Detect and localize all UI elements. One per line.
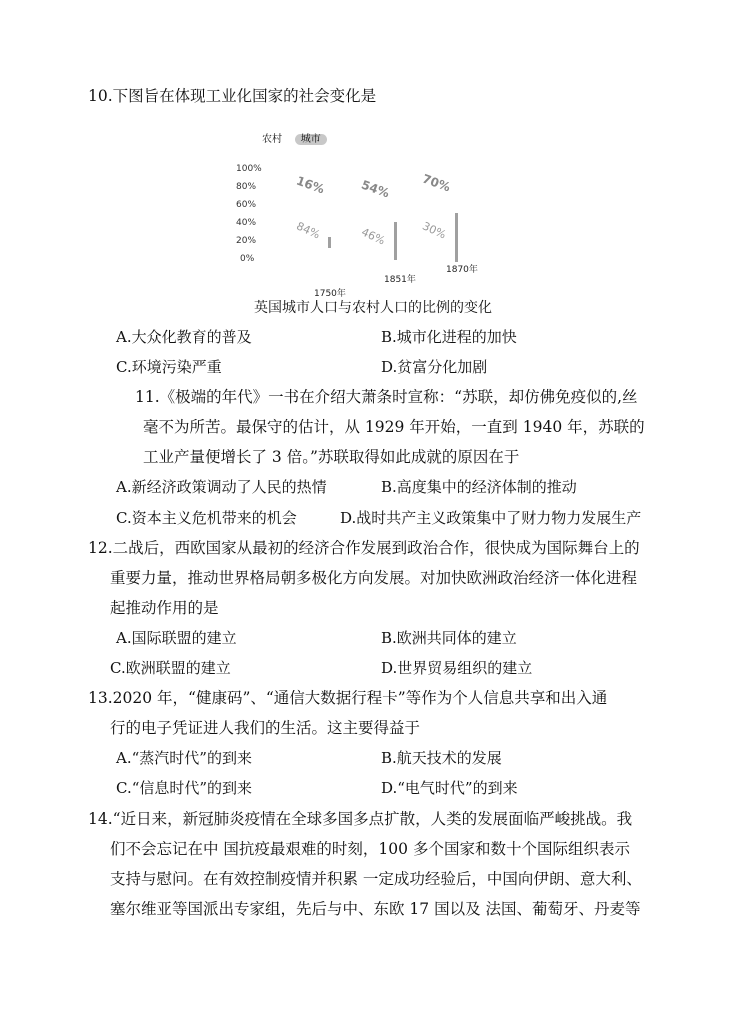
- question-10-stem: 10.下图旨在体现工业化国家的社会变化是: [88, 87, 377, 105]
- q10-option-d: D.贫富分化加剧: [381, 358, 488, 376]
- q12-option-c: C.欧洲联盟的建立: [110, 659, 231, 677]
- q11-option-c: C.资本主义危机带来的机会: [116, 509, 297, 527]
- q10-option-a: A.大众化教育的普及: [116, 328, 252, 346]
- question-14-line-3: 支持与慰问。在有效控制疫情并积累 一定成功经验后，中国向伊朗、意大利、: [110, 870, 642, 888]
- rural-1750-label: 84%: [294, 219, 323, 242]
- y-tick-0: 0%: [240, 254, 255, 264]
- q10-option-c: C.环境污染严重: [116, 358, 222, 376]
- y-tick-60: 60%: [236, 200, 257, 210]
- y-tick-20: 20%: [236, 236, 257, 246]
- urban-1851-bar: [394, 222, 397, 260]
- question-12-line-1: 12.二战后，西欧国家从最初的经济合作发展到政治合作，很快成为国际舞台上的: [88, 539, 640, 557]
- legend-rural: 农村: [262, 134, 282, 145]
- question-14-line-4: 塞尔维亚等国派出专家组，先后与中、东欧 17 国以及 法国、葡萄牙、丹麦等: [110, 900, 641, 918]
- y-tick-100: 100%: [236, 164, 262, 174]
- rural-1870-label: 30%: [420, 219, 449, 242]
- question-13-line-1: 13.2020 年，“健康码”、“通信大数据行程卡”等作为个人信息共享和出入通: [88, 689, 608, 707]
- question-11-line-3: 工业产量便增长了 3 倍。”苏联取得如此成就的原因在于: [143, 448, 520, 466]
- x-label-1750: 1750年: [314, 289, 346, 299]
- y-tick-40: 40%: [236, 218, 257, 228]
- q12-option-a: A.国际联盟的建立: [116, 629, 237, 647]
- y-tick-80: 80%: [236, 182, 257, 192]
- q11-option-a: A.新经济政策调动了人民的热情: [116, 478, 327, 496]
- x-label-1851: 1851年: [384, 275, 416, 285]
- urban-1750-label: 16%: [294, 173, 327, 197]
- question-13-line-2: 行的电子凭证进人我们的生活。这主要得益于: [110, 719, 421, 737]
- question-12-line-2: 重要力量，推动世界格局朝多极化方向发展。对加快欧洲政治经济一体化进程: [110, 569, 638, 587]
- question-11-line-1: 11.《极端的年代》一书在介绍大萧条时宣称：“苏联，却仿佛免疫似的,丝: [135, 388, 638, 406]
- question-11-line-2: 毫不为所苦。最保守的估计，从 1929 年开始，一直到 1940 年，苏联的: [143, 418, 645, 436]
- question-12-line-3: 起推动作用的是: [110, 599, 219, 617]
- x-label-1870: 1870年: [446, 265, 478, 275]
- q13-option-c: C.“信息时代”的到来: [116, 779, 253, 797]
- legend-urban: 城市: [295, 134, 327, 145]
- q10-option-b: B.城市化进程的加快: [381, 328, 517, 346]
- q13-option-b: B.航天技术的发展: [381, 749, 502, 767]
- question-14-line-1: 14.“近日来，新冠肺炎疫情在全球多国多点扩散，人类的发展面临严峻挑战。我: [88, 810, 633, 828]
- urban-1750-bar: [328, 237, 331, 248]
- q11-option-d: D.战时共产主义政策集中了财力物力发展生产: [340, 509, 642, 527]
- question-14-line-2: 们不会忘记在中 国抗疫最艰难的时刻，100 多个国家和数十个国际组织表示: [110, 840, 630, 858]
- q12-option-d: D.世界贸易组织的建立: [381, 659, 533, 677]
- q11-option-b: B.高度集中的经济体制的推动: [381, 478, 577, 496]
- q13-option-a: A.“蒸汽时代”的到来: [116, 749, 252, 767]
- urban-1851-label: 54%: [359, 177, 392, 201]
- q12-option-b: B.欧洲共同体的建立: [381, 629, 517, 647]
- urban-1870-bar: [455, 213, 458, 262]
- rural-1851-label: 46%: [359, 225, 388, 248]
- q13-option-d: D.“电气时代”的到来: [381, 779, 518, 797]
- chart-legend: [262, 130, 327, 145]
- population-chart: [226, 120, 516, 300]
- urban-1870-label: 70%: [420, 171, 453, 195]
- chart-caption: 英国城市人口与农村人口的比例的变化: [254, 300, 492, 316]
